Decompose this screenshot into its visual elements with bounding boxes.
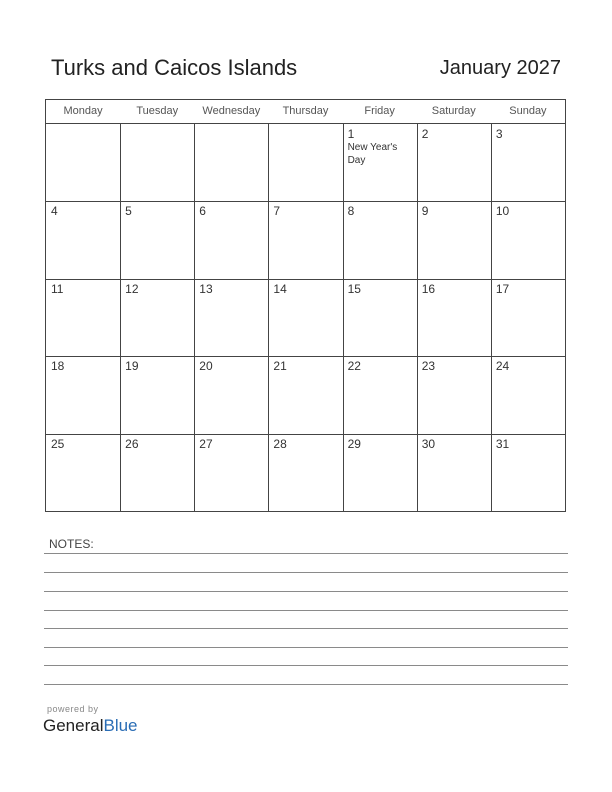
day-cell <box>120 279 194 356</box>
notes-line <box>44 628 568 629</box>
notes-line <box>44 610 568 611</box>
day-number: 1 <box>347 127 355 141</box>
weekday-header-monday: Monday <box>63 105 103 117</box>
day-number: 18 <box>51 359 65 374</box>
day-cell <box>268 124 342 201</box>
calendar-grid <box>45 99 566 512</box>
day-cell <box>268 356 342 433</box>
day-number: 16 <box>421 281 436 296</box>
day-number: 15 <box>347 281 361 296</box>
day-number: 11 <box>51 281 64 296</box>
day-number: 14 <box>273 281 287 296</box>
day-number: 3 <box>495 127 503 141</box>
day-number: 23 <box>421 359 436 374</box>
day-number: 2 <box>421 127 429 141</box>
day-cell <box>268 201 342 278</box>
day-number: 13 <box>199 281 213 296</box>
generalblue-logo <box>43 716 138 736</box>
day-number: 27 <box>199 436 213 451</box>
weekday-header-friday: Friday <box>364 105 395 117</box>
day-cell <box>268 279 342 356</box>
day-number: 21 <box>273 359 287 374</box>
weekday-header-tuesday: Tuesday <box>136 105 179 117</box>
day-cell <box>417 279 491 356</box>
notes-line <box>44 591 568 592</box>
day-cell <box>194 434 268 511</box>
holiday-label: New Year's Day <box>347 142 398 166</box>
day-cell <box>46 201 120 278</box>
day-cell <box>194 201 268 278</box>
day-cell <box>120 434 194 511</box>
powered-by-text: powered by <box>47 704 99 714</box>
day-cell <box>491 201 565 278</box>
day-number: 28 <box>273 436 287 451</box>
day-cell <box>417 434 491 511</box>
day-cell <box>343 124 417 201</box>
day-cell <box>194 124 268 201</box>
day-cell <box>268 434 342 511</box>
day-cell <box>194 279 268 356</box>
calendar-month-title: January 2027 <box>439 57 561 79</box>
day-cell <box>120 201 194 278</box>
weekday-header-row <box>46 100 565 124</box>
day-number: 26 <box>125 436 139 451</box>
day-number: 12 <box>125 281 139 296</box>
weekday-header-wednesday: Wednesday <box>202 105 261 117</box>
day-cell <box>417 124 491 201</box>
day-number: 8 <box>347 204 355 219</box>
day-cell <box>46 279 120 356</box>
day-number: 31 <box>495 436 510 451</box>
day-cell <box>120 356 194 433</box>
day-number: 20 <box>199 359 213 374</box>
day-cell <box>343 201 417 278</box>
day-number: 24 <box>495 359 510 374</box>
notes-line <box>44 684 568 685</box>
day-number: 30 <box>421 436 436 451</box>
notes-line <box>44 647 568 648</box>
day-number: 22 <box>347 359 361 374</box>
day-cell <box>46 356 120 433</box>
notes-line <box>44 553 568 554</box>
day-number: 19 <box>125 359 139 374</box>
day-cell <box>120 124 194 201</box>
day-number: 25 <box>51 436 65 451</box>
day-cell <box>343 434 417 511</box>
day-cell <box>491 279 565 356</box>
calendar-country-title: Turks and Caicos Islands <box>51 55 298 80</box>
day-number: 17 <box>495 281 510 296</box>
weekday-header-saturday: Saturday <box>431 105 476 117</box>
day-cell <box>343 279 417 356</box>
day-number: 4 <box>51 204 58 219</box>
day-cell <box>417 356 491 433</box>
notes-line <box>44 572 568 573</box>
logo-blue-text: Blue <box>103 716 138 735</box>
weekday-header-thursday: Thursday <box>282 105 329 117</box>
day-number: 29 <box>347 436 361 451</box>
day-cell <box>491 356 565 433</box>
day-cell <box>343 356 417 433</box>
day-cell <box>46 434 120 511</box>
day-cell <box>491 124 565 201</box>
day-number: 5 <box>125 204 132 219</box>
day-cell <box>194 356 268 433</box>
day-number: 10 <box>495 204 510 219</box>
weekday-header-sunday: Sunday <box>509 105 547 117</box>
day-cell <box>417 201 491 278</box>
day-number: 9 <box>421 204 429 219</box>
day-number: 6 <box>199 204 206 219</box>
notes-label: NOTES: <box>49 537 94 551</box>
day-cell <box>46 124 120 201</box>
day-cell <box>491 434 565 511</box>
day-number: 7 <box>273 204 281 219</box>
notes-line <box>44 665 568 666</box>
logo-general-text: General <box>43 716 104 735</box>
